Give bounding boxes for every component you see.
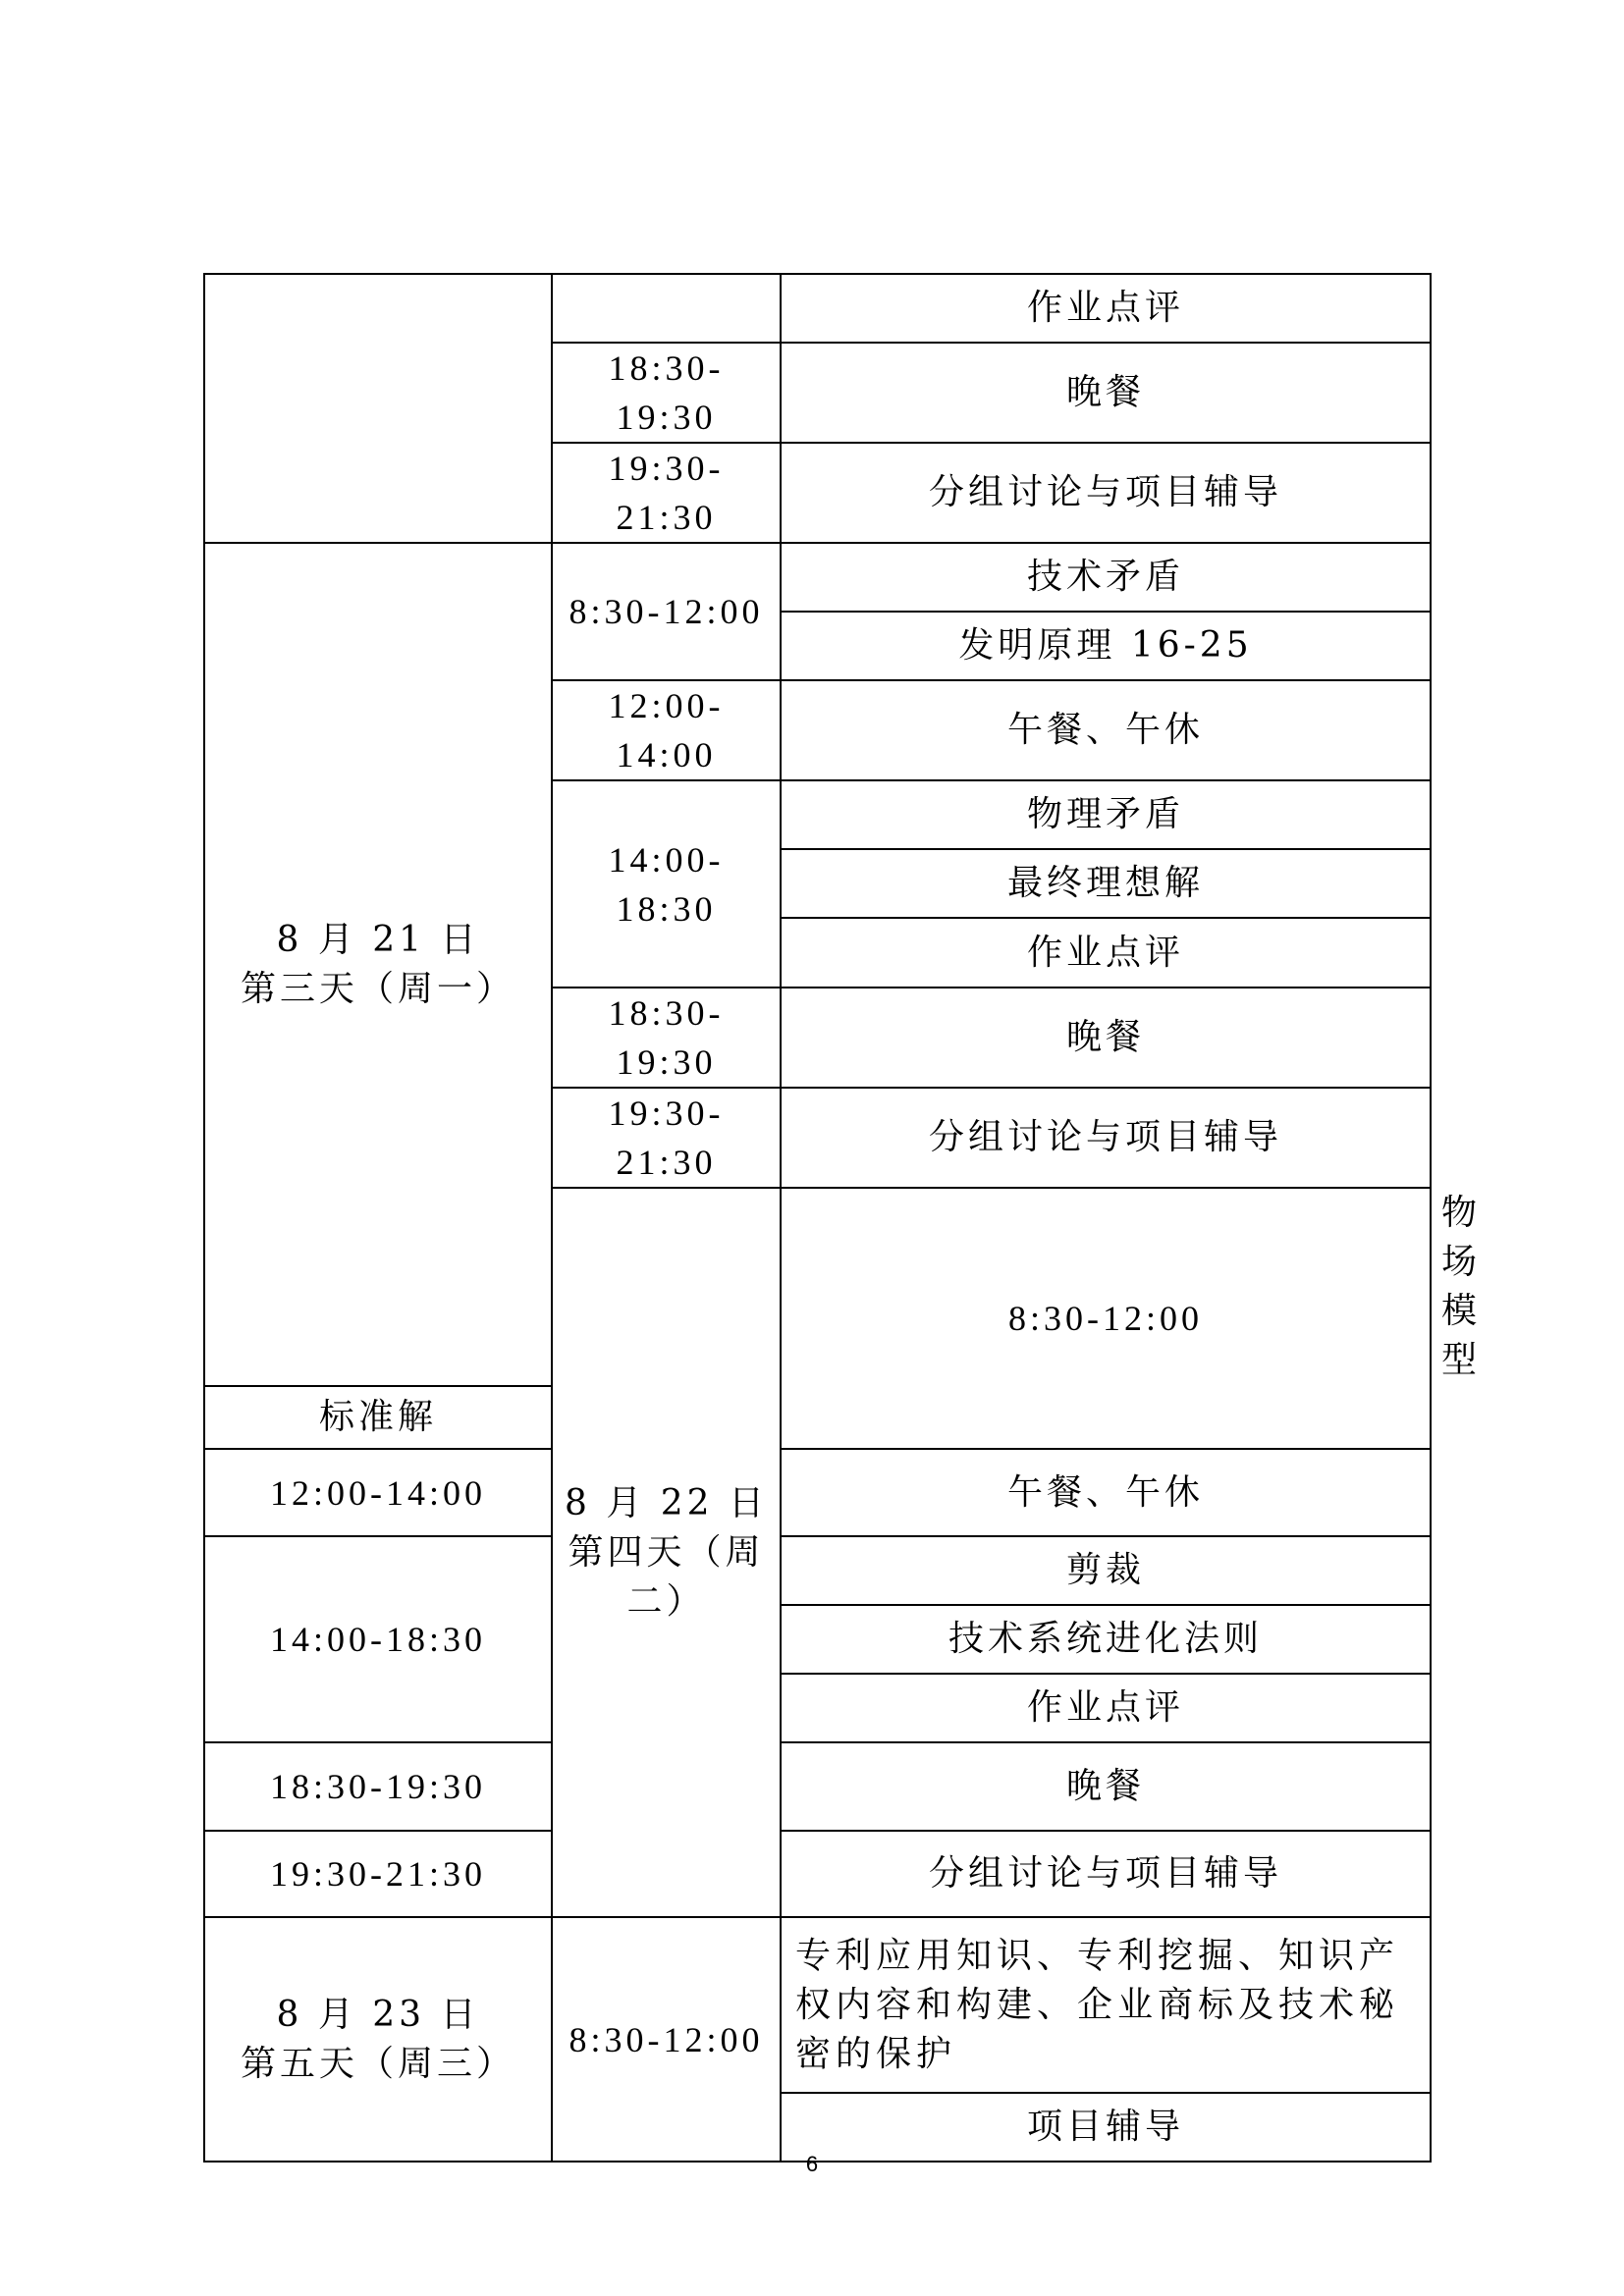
time-cell: 19:30-21:30 xyxy=(552,1088,781,1188)
time-cell: 12:00-14:00 xyxy=(552,680,781,780)
table-row xyxy=(204,1449,1431,1536)
session-cell: 项目辅导 xyxy=(781,2093,1431,2162)
table-row: 8 月 22 日 第四天（周二） 8:30-12:00 物场模型 xyxy=(204,1188,1431,1386)
session-cell: 发明原理 16-25 xyxy=(781,612,1431,680)
page-number: 6 xyxy=(805,2152,819,2176)
session-cell: 标准解 xyxy=(204,1386,552,1449)
session-cell: 物理矛盾 xyxy=(781,780,1431,849)
session-cell: 分组讨论与项目辅导 xyxy=(781,1831,1431,1917)
time-cell: 14:00-18:30 xyxy=(552,780,781,988)
session-cell: 作业点评 xyxy=(781,1674,1431,1742)
time-cell xyxy=(552,274,781,343)
session-cell: 专利应用知识、专利挖掘、知识产权内容和构建、企业商标及技术秘密的保护 xyxy=(781,1917,1431,2093)
session-cell: 晚餐 xyxy=(781,988,1431,1088)
day-weekday: 第五天（周三） xyxy=(240,2043,515,2084)
table-row xyxy=(204,1536,1431,1605)
session-cell: 午餐、午休 xyxy=(781,680,1431,780)
day-cell xyxy=(552,1188,781,1917)
session-cell: 技术矛盾 xyxy=(781,543,1431,612)
time-cell: 14:00-18:30 xyxy=(204,1536,552,1742)
session-cell: 分组讨论与项目辅导 xyxy=(781,443,1431,543)
time-cell: 8:30-12:00 xyxy=(781,1188,1431,1449)
session-cell: 作业点评 xyxy=(781,918,1431,988)
day-weekday: 第三天（周一） xyxy=(240,968,515,1009)
time-cell: 18:30-19:30 xyxy=(552,988,781,1088)
table-row xyxy=(204,1742,1431,1831)
table-row xyxy=(204,1831,1431,1917)
day-cell xyxy=(204,543,552,1386)
day-cell-empty xyxy=(204,274,552,543)
schedule-table xyxy=(203,273,1482,2163)
session-cell: 午餐、午休 xyxy=(781,1449,1431,1536)
session-cell: 作业点评 xyxy=(781,274,1431,343)
time-cell: 18:30-19:30 xyxy=(204,1742,552,1831)
time-cell: 19:30-21:30 xyxy=(552,443,781,543)
time-cell: 12:00-14:00 xyxy=(204,1449,552,1536)
time-cell: 8:30-12:00 xyxy=(552,1917,781,2162)
session-cell: 剪裁 xyxy=(781,1536,1431,1605)
time-cell: 8:30-12:00 xyxy=(552,543,781,680)
time-cell: 19:30-21:30 xyxy=(204,1831,552,1917)
table-row xyxy=(204,543,1431,612)
session-cell: 技术系统进化法则 xyxy=(781,1605,1431,1674)
session-cell: 最终理想解 xyxy=(781,849,1431,918)
day-date: 8 月 23 日 xyxy=(276,1994,480,2035)
day-date: 8 月 21 日 xyxy=(276,919,480,960)
day-weekday: 第四天（周二） xyxy=(568,1531,765,1622)
session-cell: 分组讨论与项目辅导 xyxy=(781,1088,1431,1188)
day-date: 8 月 22 日 xyxy=(564,1482,769,1523)
day-cell xyxy=(204,1917,552,2162)
time-cell: 18:30-19:30 xyxy=(552,343,781,443)
session-cell: 晚餐 xyxy=(781,343,1431,443)
session-cell: 晚餐 xyxy=(781,1742,1431,1831)
table-row xyxy=(204,274,1431,343)
table-row xyxy=(204,1917,1431,2093)
